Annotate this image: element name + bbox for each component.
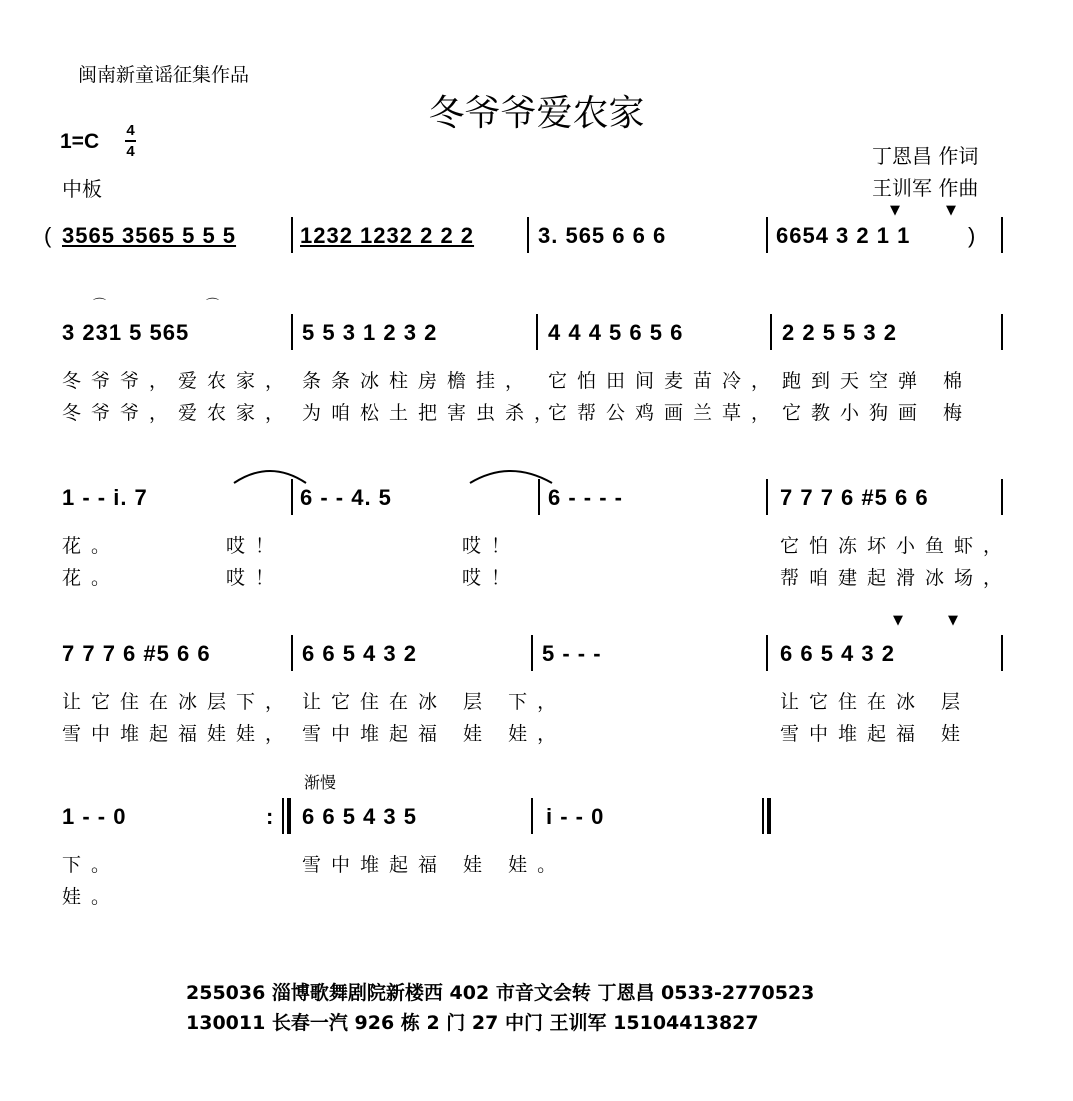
lyric: 哎！: [226, 535, 285, 557]
lyric: 让它住在冰 层: [780, 691, 971, 713]
lyric: 雪中堆起福 娃 娃，: [302, 723, 567, 745]
slur: [232, 465, 312, 485]
accent-mark: ▼: [890, 203, 900, 218]
measure: 5 - - -: [542, 641, 602, 666]
measure: 6 6 5 4 3 2: [780, 641, 895, 666]
measure: 6 - - 4. 5: [300, 485, 392, 510]
measure: 3. 565 6 6 6: [538, 223, 667, 248]
lyric: 它怕冻坏小鱼虾，: [780, 535, 1013, 557]
measure: 7 7 7 6 #5 6 6: [62, 641, 211, 666]
lyric: 雪中堆起福娃娃，: [62, 723, 295, 745]
lyric: 冬爷爷，爱农家，: [62, 402, 295, 424]
intro-close-paren: ): [968, 223, 977, 248]
measure: 3 231 5 565: [62, 320, 190, 345]
lyricist-credit: 丁恩昌 作词: [872, 144, 979, 168]
collection-note: 闽南新童谣征集作品: [78, 64, 250, 86]
contact-line-2: 130011 长春一汽 926 栋 2 门 27 中门 王训军 15104413827: [186, 1012, 759, 1034]
measure: 6 6 5 4 3 5: [302, 804, 417, 829]
time-signature: [125, 122, 136, 160]
song-title: 冬爷爷爱农家: [428, 93, 645, 134]
accent-mark: ▼: [948, 613, 958, 628]
lyric: 帮咱建起滑冰场，: [780, 567, 1013, 589]
lyric: 为咱松土把害虫杀，: [302, 402, 564, 424]
key-signature: 1=C: [60, 130, 100, 153]
measure: 5 5 3 1 2 3 2: [302, 320, 438, 345]
lyric: 花。: [62, 567, 121, 589]
lyric: 哎！: [462, 535, 521, 557]
lyric: 跑到天空弹 棉: [782, 370, 973, 392]
measure: 2 2 5 5 3 2: [782, 320, 897, 345]
accent-mark: ▼: [946, 203, 956, 218]
lyric: 花。: [62, 535, 121, 557]
lyric: 冬爷爷，爱农家，: [62, 370, 295, 392]
lyric: 它帮公鸡画兰草，: [548, 402, 781, 424]
lyric: 雪中堆起福 娃 娃。: [302, 854, 567, 876]
lyric: 哎！: [462, 567, 521, 589]
lyric: 条条冰柱房檐挂，: [302, 370, 535, 392]
measure: 3565 3565 5 5 5: [62, 223, 237, 248]
composer-credit: 王训军 作曲: [872, 176, 979, 200]
lyric: 娃。: [62, 886, 121, 908]
lyric: 它怕田间麦苗冷，: [548, 370, 781, 392]
measure: 1232 1232 2 2 2: [300, 223, 475, 248]
lyric: 让它住在冰层下，: [62, 691, 295, 713]
fermata-mark: ⌒: [206, 298, 220, 313]
tempo-marking: 中板: [62, 177, 102, 201]
intro-open-paren: (: [44, 223, 53, 248]
measure: 1 - - 0: [62, 804, 127, 829]
slur: [468, 465, 558, 485]
fermata-mark: ⌒: [93, 298, 107, 313]
contact-line-1: 255036 淄博歌舞剧院新楼西 402 市音文会转 丁恩昌 0533-2770523: [186, 982, 815, 1004]
measure: 4 4 4 5 6 5 6: [548, 320, 684, 345]
tempo-change: 渐慢: [304, 773, 337, 792]
lyric: 下。: [62, 854, 121, 876]
measure: 1 - - i. 7: [62, 485, 148, 510]
time-bottom: 4: [126, 143, 135, 160]
measure: 7 7 7 6 #5 6 6: [780, 485, 929, 510]
lyric: 让它住在冰 层 下，: [302, 691, 567, 713]
measure: i - - 0: [546, 804, 605, 829]
repeat-dots: :: [266, 804, 275, 829]
lyric: 雪中堆起福 娃: [780, 723, 971, 745]
measure: 6654 3 2 1 1: [776, 223, 911, 248]
measure: 6 6 5 4 3 2: [302, 641, 417, 666]
time-top: 4: [126, 122, 135, 139]
accent-mark: ▼: [893, 613, 903, 628]
measure: 6 - - - -: [548, 485, 623, 510]
lyric: 它教小狗画 梅: [782, 402, 973, 424]
lyric: 哎！: [226, 567, 285, 589]
